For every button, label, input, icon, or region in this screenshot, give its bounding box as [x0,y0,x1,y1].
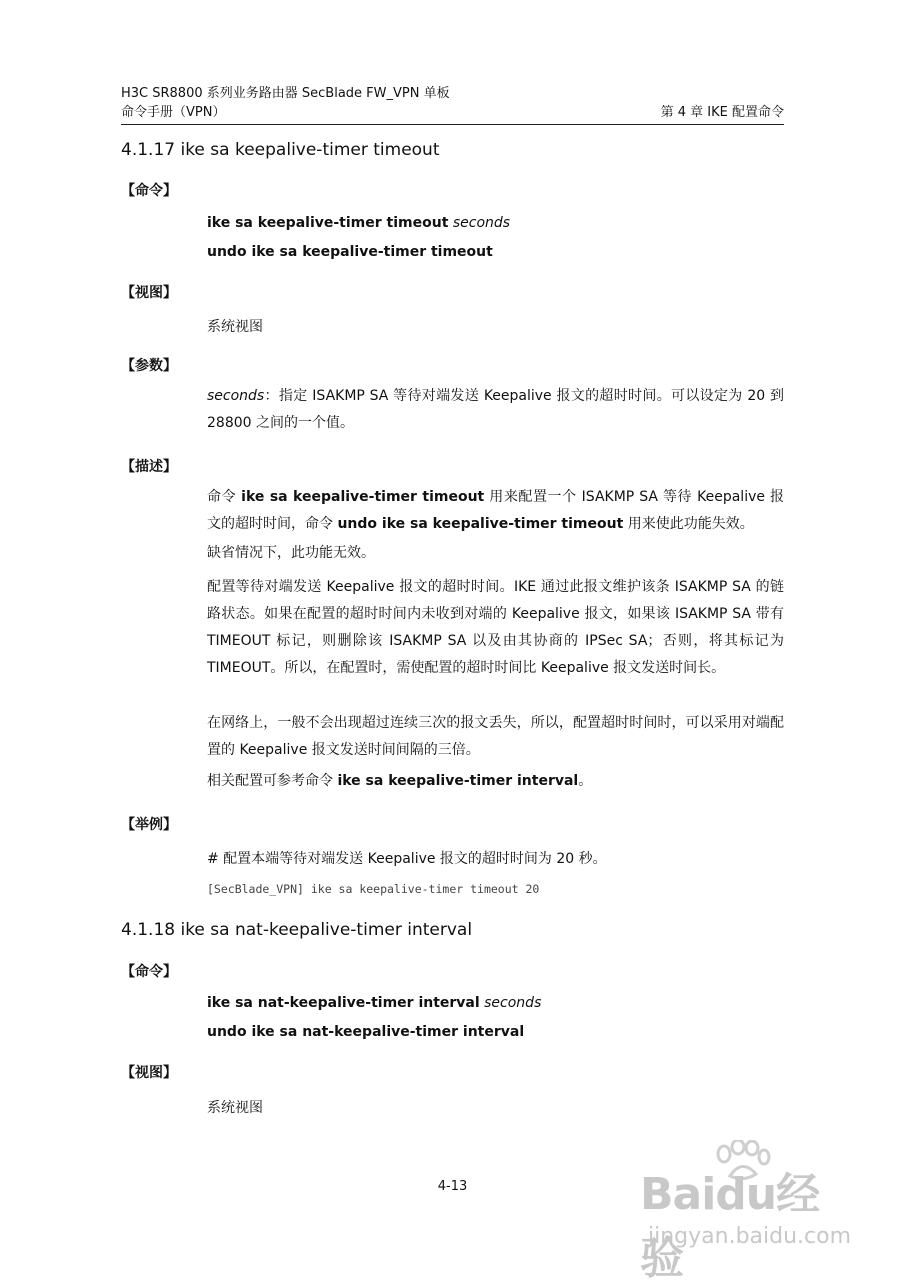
watermark-url: jingyan.baidu.com [648,1224,852,1249]
label-example: 【举例】 [121,817,177,833]
label-command: 【命令】 [121,964,177,980]
header-manual: 命令手册（VPN） [121,105,226,120]
label-command: 【命令】 [121,183,177,199]
param-text: ：指定 ISAKMP SA 等待对端发送 Keepalive 报文的超时时间。可以设定为 20 到 28800 之间的一个值。 [207,388,784,431]
section-title: 4.1.17 ike sa keepalive-timer timeout [121,140,440,160]
page-number: 4-13 [437,1179,468,1194]
command-param: seconds [452,215,511,231]
watermark [640,1140,860,1284]
command-keyword: ike sa keepalive-timer timeout [207,215,449,231]
command-syntax [207,995,541,1011]
view-value: 系统视图 [207,319,263,335]
desc-text: 。 [578,773,593,789]
undo-command-syntax [207,244,493,260]
undo-command-keyword: undo ike sa nat-keepalive-timer interval [207,1024,525,1040]
section-title: 4.1.18 ike sa nat-keepalive-timer interval [121,920,473,940]
command-syntax [207,215,510,231]
example-text: # 配置本端等待对端发送 Keepalive 报文的超时时间为 20 秒。 [207,851,607,867]
header-chapter: 第 4 章 IKE 配置命令 [660,105,784,120]
param-name: seconds [207,388,265,404]
label-description: 【描述】 [121,459,177,475]
watermark-logo: Baidu经验 [640,1169,820,1284]
description-para-1 [207,484,784,538]
label-parameters: 【参数】 [121,358,177,374]
description-para-5 [207,768,784,795]
undo-command-syntax [207,1024,524,1040]
label-view: 【视图】 [121,1065,177,1081]
view-value: 系统视图 [207,1100,263,1116]
desc-related-command: ike sa keepalive-timer interval [337,773,579,789]
description-para-2: 缺省情况下，此功能无效。 [207,545,375,561]
parameter-description [207,383,784,437]
command-keyword: ike sa nat-keepalive-timer interval [207,995,480,1011]
desc-text: 用来配置一个 ISAKMP SA 等待 Keepalive 报文的超时时间，命令 [207,489,785,532]
command-param: seconds [484,995,542,1011]
desc-text: 用来使此功能失效。 [623,516,754,532]
desc-text: 相关配置可参考命令 [207,773,338,789]
description-para-3: 配置等待对端发送 Keepalive 报文的超时时间。IKE 通过此报文维护该条 ISAKMP SA 的链路状态。如果在配置的超时时间内未收到对端的 Keepalive 报文，如果该 ISAKMP SA 带有 TIMEOUT 标记，则删除该 ISAKMP SA 以及由其协商的 IPSec SA；否则，将其标记为 TIMEOUT。所以，在配置时，需使配置的超时时间比 Keepalive 报文发送时间长。 [207,579,784,676]
description-para-4: 在网络上，一般不会出现超过连续三次的报文丢失，所以，配置超时时间时，可以采用对端配置的 Keepalive 报文发送时间间隔的三倍。 [207,715,784,758]
example-code: [SecBlade_VPN] ike sa keepalive-timer timeout 20 [207,882,540,896]
desc-undo-command: undo ike sa keepalive-timer timeout [337,516,624,532]
desc-command: ike sa keepalive-timer timeout [241,489,485,505]
desc-text: 命令 [207,489,242,505]
label-view: 【视图】 [121,285,177,301]
header-title: H3C SR8800 系列业务路由器 SecBlade FW_VPN 单板 [121,86,450,101]
undo-command-keyword: undo ike sa keepalive-timer timeout [207,244,493,260]
header-rule [121,124,784,125]
